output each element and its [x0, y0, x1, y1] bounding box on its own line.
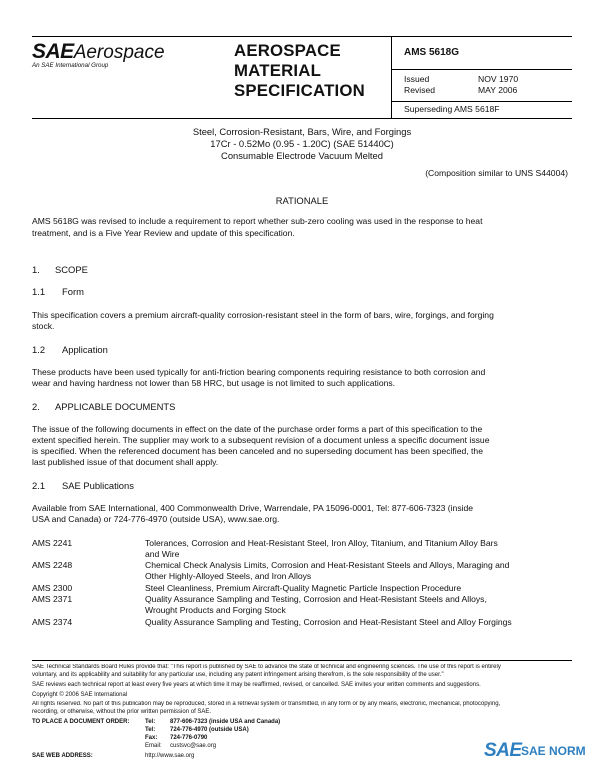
- order-label: TO PLACE A DOCUMENT ORDER:: [32, 719, 130, 725]
- footer-copyright: Copyright © 2006 SAE International: [32, 692, 128, 698]
- rationale-heading: RATIONALE: [275, 195, 329, 206]
- ref-desc-line-1: Quality Assurance Sampling and Testing, Corrosion and Heat-Resistant Steels and Alloys,: [145, 594, 487, 604]
- web-label: SAE WEB ADDRESS:: [32, 753, 93, 759]
- subject-line-3: Consumable Electrode Vacuum Melted: [221, 150, 383, 161]
- revised-date: MAY 2006: [478, 85, 518, 95]
- tel-label: Tel:: [145, 719, 156, 725]
- rationale-line-1: AMS 5618G was revised to include a requirement to report whether sub-zero cooling was used in the response to heat: [32, 216, 483, 226]
- header-bottom-rule: [32, 118, 572, 119]
- doc-type-line-3: SPECIFICATION: [234, 81, 365, 100]
- section-2-title: APPLICABLE DOCUMENTS: [55, 401, 176, 412]
- fax-value: 724-776-0790: [170, 735, 208, 741]
- footer-rules-line-1: SAE Technical Standards Board Rules provide that: "This report is published by SAE to advance the state of technical and engineering sciences. The use of this report is entirely: [32, 664, 501, 670]
- ref-code: AMS 2374: [32, 617, 73, 627]
- section-1-2-line-2: wear and having hardness not lower than 58 HRC, but usage is not limited to such applications.: [32, 378, 396, 388]
- superseding-note: Superseding AMS 5618F: [404, 104, 500, 114]
- tel2-value: 724-776-4970 (outside USA): [170, 727, 249, 733]
- composition-note: (Composition similar to UNS S44004): [425, 168, 568, 178]
- web-link[interactable]: http://www.sae.org: [145, 753, 195, 759]
- ref-desc-line-2: Other Highly-Alloyed Steels, and Iron Alloys: [145, 571, 312, 581]
- ref-desc-line-1: Quality Assurance Sampling and Testing, Corrosion and Heat-Resistant Steel and Alloy Forgings: [145, 617, 512, 627]
- header-rule-1: [391, 69, 572, 70]
- section-1-title: SCOPE: [55, 264, 88, 275]
- section-1-1-title: Form: [62, 286, 84, 297]
- ref-desc-line-1: Chemical Check Analysis Limits, Corrosion and Heat-Resistant Steels and Alloys, Maraging and: [145, 560, 510, 570]
- section-2-1-line-2: USA and Canada) or 724-776-4970 (outside USA), www.sae.org.: [32, 514, 280, 524]
- section-1-1-line-1: This specification covers a premium aircraft-quality corrosion-resistant steel in the form of bars, wire, forgings, and forging: [32, 310, 494, 320]
- section-2-line-4: last published issue of that document shall apply.: [32, 457, 219, 467]
- logo-tagline: An SAE International Group: [32, 62, 109, 69]
- tel-value: 877-606-7323 (inside USA and Canada): [170, 719, 281, 725]
- watermark-text: SAE NORM: [521, 744, 586, 758]
- ref-desc-line-2: and Wire: [145, 549, 180, 559]
- rationale-line-2: treatment, and is a Five Year Review and update of this specification.: [32, 228, 295, 238]
- section-2-line-3: is specified. When the referenced document has been canceled and no superseding document has been specified, the: [32, 446, 483, 456]
- ref-code: AMS 2371: [32, 594, 73, 604]
- section-1-2-number: 1.2: [32, 344, 46, 355]
- ref-desc-line-2: Wrought Products and Forging Stock: [145, 605, 286, 615]
- footer-rights-line-1: All rights reserved. No part of this publication may be reproduced, stored in a retrieval system or transmitted, in any form or by any means, electronic, mechanical, photocopying,: [32, 701, 501, 707]
- section-1-2-title: Application: [62, 344, 108, 355]
- section-1-2-line-1: These products have been used typically for anti-friction bearing components requiring resistance to both corrosion and: [32, 367, 486, 377]
- ref-desc-line-1: Tolerances, Corrosion and Heat-Resistant Steel, Iron Alloy, Titanium, and Titanium Alloy Bars: [145, 538, 498, 548]
- section-2-1-number: 2.1: [32, 480, 46, 491]
- subject-line-1: Steel, Corrosion-Resistant, Bars, Wire, and Forgings: [192, 126, 412, 137]
- doc-type-line-1: AEROSPACE: [234, 41, 341, 60]
- section-2-line-1: The issue of the following documents in effect on the date of the purchase order forms a part of this specification to the: [32, 424, 483, 434]
- section-1-1-line-2: stock.: [32, 321, 55, 331]
- sae-aerospace-logo: [32, 40, 165, 64]
- header-top-rule: [32, 36, 572, 37]
- footer-review: SAE reviews each technical report at least every five years at which time it may be reaffirmed, revised, or cancelled. SAE invites your written comments and suggestions.: [32, 682, 481, 688]
- spec-number: AMS 5618G: [404, 47, 460, 58]
- ref-desc-line-1: Steel Cleanliness, Premium Aircraft-Quality Magnetic Particle Inspection Procedure: [145, 583, 462, 593]
- ref-code: AMS 2300: [32, 583, 73, 593]
- logo-brand: SAE: [32, 40, 74, 63]
- watermark-logo: SAE: [484, 740, 522, 761]
- email-value[interactable]: custsvc@sae.org: [170, 743, 217, 749]
- section-2-1-line-1: Available from SAE International, 400 Commonwealth Drive, Warrendale, PA 15096-0001, Tel: 877-606-7323 (inside: [32, 503, 474, 513]
- logo-word: Aerospace: [73, 42, 165, 63]
- section-2-line-2: extent specified herein. The supplier may work to a subsequent revision of a document unless a specific document issue: [32, 435, 490, 445]
- tel2-label: Tel:: [145, 727, 156, 733]
- section-2-1-title: SAE Publications: [62, 480, 134, 491]
- ref-code: AMS 2241: [32, 538, 73, 548]
- issued-date: NOV 1970: [478, 74, 519, 84]
- section-2-number: 2.: [32, 401, 40, 412]
- footer-rights-line-2: recording, or otherwise, without the prior written permission of SAE.: [32, 709, 212, 715]
- subject-line-2: 17Cr - 0.52Mo (0.95 - 1.20C) (SAE 51440C): [210, 138, 394, 149]
- header-rule-2: [391, 101, 572, 102]
- revised-label: Revised: [404, 85, 436, 95]
- section-1-1-number: 1.1: [32, 286, 46, 297]
- doc-type-line-2: MATERIAL: [234, 61, 322, 80]
- fax-label: Fax:: [145, 735, 158, 741]
- email-label: Email:: [145, 743, 162, 749]
- ref-code: AMS 2248: [32, 560, 73, 570]
- header-divider: [391, 36, 392, 118]
- issued-label: Issued: [404, 74, 430, 84]
- section-1-number: 1.: [32, 264, 40, 275]
- footer-rule: [32, 660, 572, 661]
- footer-rules-line-2: voluntary, and its applicability and suitability for any particular use, including any patent infringement arising therefrom, is the sole responsibility of the user.": [32, 672, 444, 678]
